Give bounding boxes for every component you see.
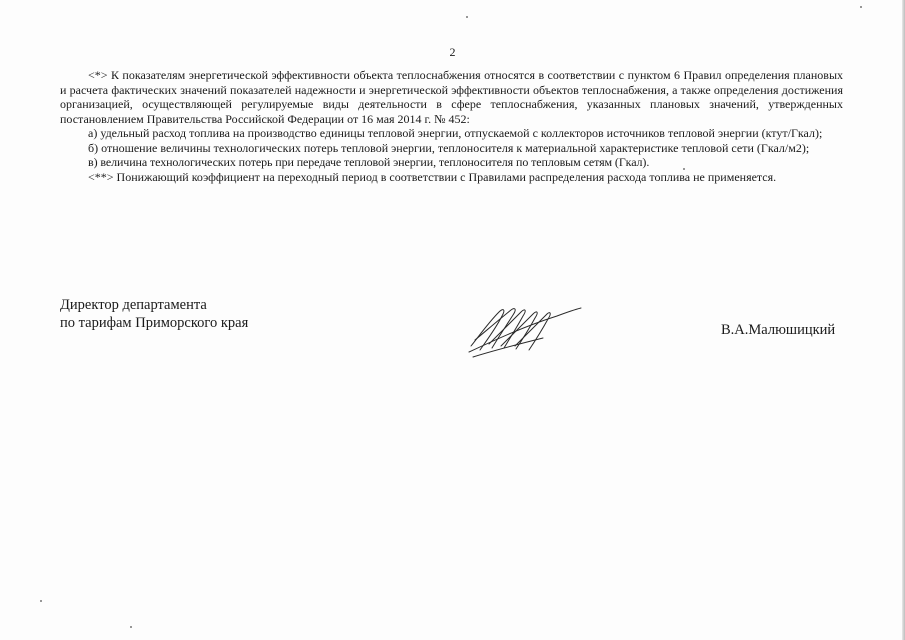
page-number: 2 [449,45,456,59]
signatory-position-line-1: Директор департамента [60,297,207,313]
footnote-item-c: в) величина технологических потерь при передаче тепловой энергии, теплоносителя по тепловым сетям (Гкал). [88,155,650,169]
footnote-reduction-coefficient: <**> Понижающий коэффициент на переходный период в соответствии с Правилами распределения расхода топлива не применяется. [88,169,777,184]
signatory-name: В.А.Малюшицкий [721,322,836,338]
signatory-position-line-2: по тарифам Приморского края [60,315,249,331]
handwritten-signature [465,300,585,360]
footnote-energy-efficiency: <*> К показателям энергетической эффективности объекта теплоснабжения относятся в соответствии с пунктом 6 Правил определения плановых и расчета фактических значений показателей надежности и энергетической эффективности объектов теплоснабжения, а также определения достижения организацией, осуществляющей регулируемые виды деятельности в сфере теплоснабжения, указанных плановых значений, утвержденных постановлением Правительства Российской Федерации от 16 мая 2014 г. № 452: [60,68,843,126]
scan-speck [860,6,862,8]
scan-speck [683,168,685,170]
scan-speck [130,626,132,628]
signatory-position [60,296,248,332]
footnote-item-b: б) отношение величины технологических потерь тепловой энергии, теплоносителя к материальной характеристике тепловой сети (Гкал/м2); [88,140,810,155]
footnote-item-a: а) удельный расход топлива на производство единицы тепловой энергии, отпускаемой с коллекторов источников тепловой энергии (ктут/Гкал); [88,126,823,140]
scan-speck [40,600,42,602]
scan-speck [466,16,468,18]
footnotes-section [60,68,843,184]
